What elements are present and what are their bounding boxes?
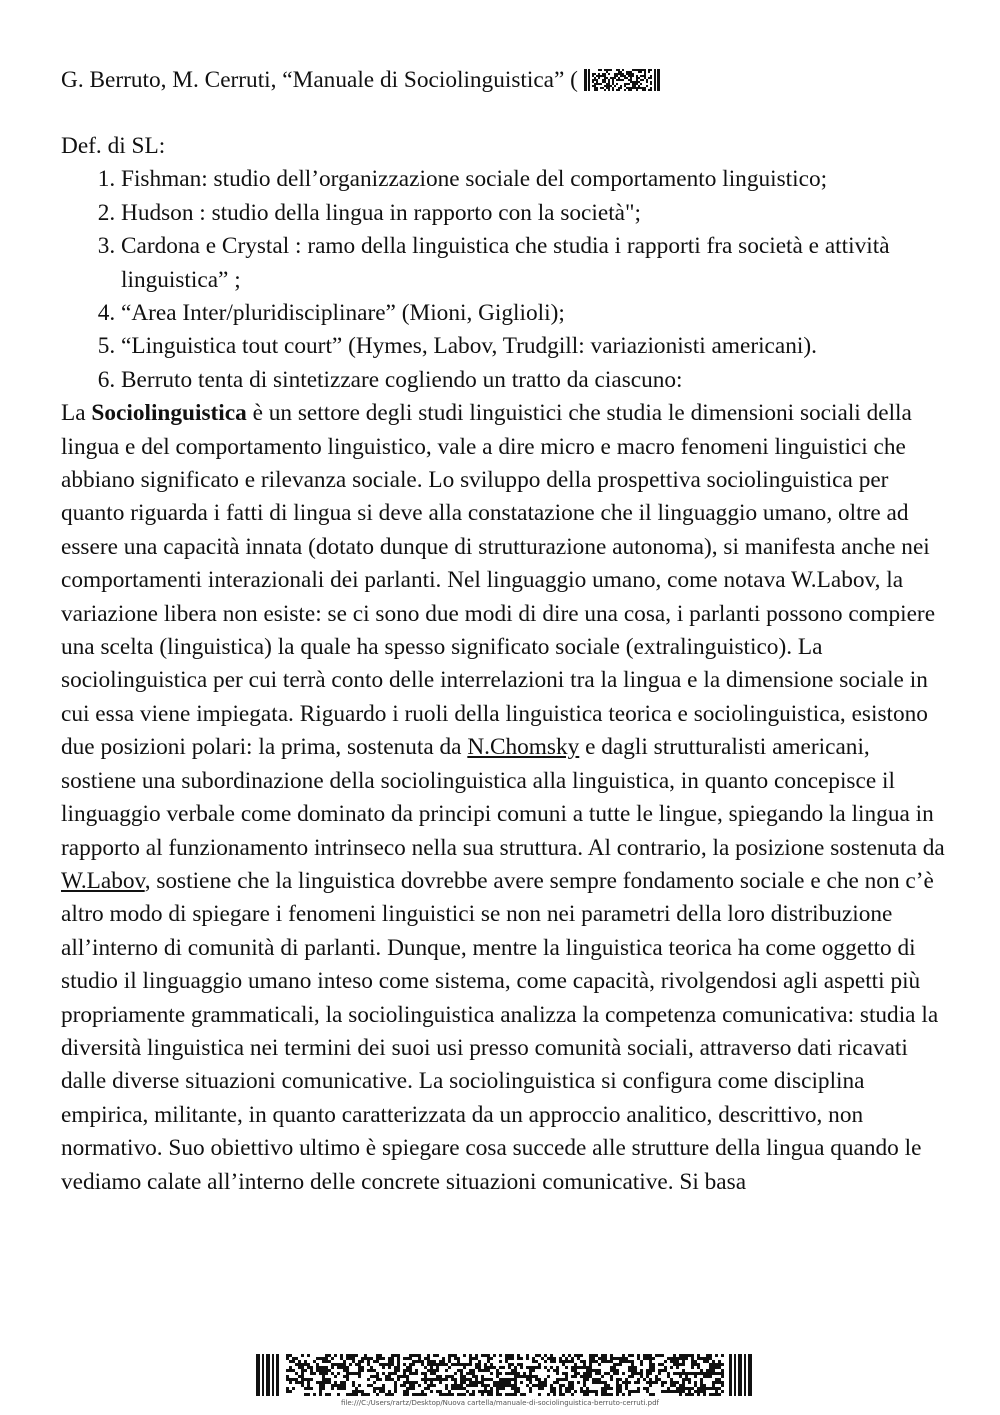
link-chomsky[interactable]: N.Chomsky [467, 734, 580, 761]
file-path: file:///C:/Users/rartz/Desktop/Nuova cartella/manuale-di-sociolinguistica-berruto-cerruti.pdf [340, 1399, 660, 1407]
definition-item: 2. Hudson : studio della lingua in rapporto con la società"; [121, 197, 946, 230]
definition-item: 5. “Linguistica tout court” (Hymes, Labov, Trudgill: variazionisti americani). [121, 330, 946, 363]
barcode-icon [256, 1354, 752, 1396]
body-term: Sociolinguistica [91, 400, 247, 427]
body-text-2: e dagli strutturalisti americani, sostiene una subordinazione della sociolinguistica alla linguistica, in quanto concepisce il linguaggio verbale come dominato da principi comuni a tutte le lingue, spiegando la lingua in rapporto al funzionamento intrinseco nella sua struttura. Al contrario, la posizione sostenuta da [61, 734, 945, 861]
barcode-icon [584, 65, 660, 95]
body-text-1: è un settore degli studi linguistici che studia le dimensioni sociali della lingua e del comportamento linguistico, vale a dire micro e macro fenomeni linguistici che abbiano significato e rilevanza sociale. Lo sviluppo della prospettiva sociolinguistica per quanto riguarda i fatti di lingua si deve alla constatazione che il linguaggio umano, oltre ad essere una capacità innata (dotato dunque di strutturazione autonoma), si manifesta anche nei comportamenti interazionali dei parlanti. Nel linguaggio umano, come notava W.Labov, la variazione libera non esiste: se ci sono due modi di dire una cosa, i parlanti possono compiere una scelta (linguistica) la quale ha spesso significato sociale (extralinguistico). La sociolinguistica per cui terrà conto delle interrelazioni tra la lingua e la dimensione sociale in cui essa viene impiegata. Riguardo i ruoli della linguistica teorica e sociolinguistica, esistono due posizioni polari: la prima, sostenuta da [61, 400, 936, 761]
definition-item: 3. Cardona e Crystal : ramo della linguistica che studia i rapporti fra società e attività linguistica” ; [121, 230, 946, 297]
definition-item: 1. Fishman: studio dell’organizzazione sociale del comportamento linguistico; [121, 163, 946, 196]
body-intro: La [61, 400, 92, 427]
document-title: G. Berruto, M. Cerruti, “Manuale di Sociolinguistica” ( [61, 67, 578, 93]
document-page [61, 58, 946, 1199]
body-text-3: , sostiene che la linguistica dovrebbe avere sempre fondamento sociale e che non c’è altro modo di spiegare i fenomeni linguistici se non nei parametri della loro distribuzione all’interno di comunità di parlanti. Dunque, mentre la linguistica teorica ha come oggetto di studio il linguaggio umano inteso come sistema, come capacità, rivolgendosi agli aspetti più propriamente grammaticali, la sociolinguistica analizza la competenza comunicativa: studia la diversità linguistica nei termini dei suoi usi presso comunità sociali, attraverso dati ricavati dalle diverse situazioni comunicative. La sociolinguistica si configura come disciplina empirica, militante, in quanto caratterizzata da un approccio analitico, descrittivo, non normativo. Suo obiettivo ultimo è spiegare cosa succede alle strutture della lingua quando le vediamo calate all’interno delle concrete situazioni comunicative. Si basa [61, 867, 939, 1195]
spacer [61, 102, 946, 130]
definitions-list [61, 163, 946, 397]
link-labov[interactable]: W.Labov [61, 867, 145, 894]
document-header [61, 58, 946, 102]
body-paragraph [61, 397, 946, 1199]
definition-item: 6. Berruto tenta di sintetizzare cogliendo un tratto da ciascuno: [121, 364, 946, 397]
definition-item: 4. “Area Inter/pluridisciplinare” (Mioni, Giglioli); [121, 297, 946, 330]
definitions-label: Def. di SL: [61, 133, 166, 159]
